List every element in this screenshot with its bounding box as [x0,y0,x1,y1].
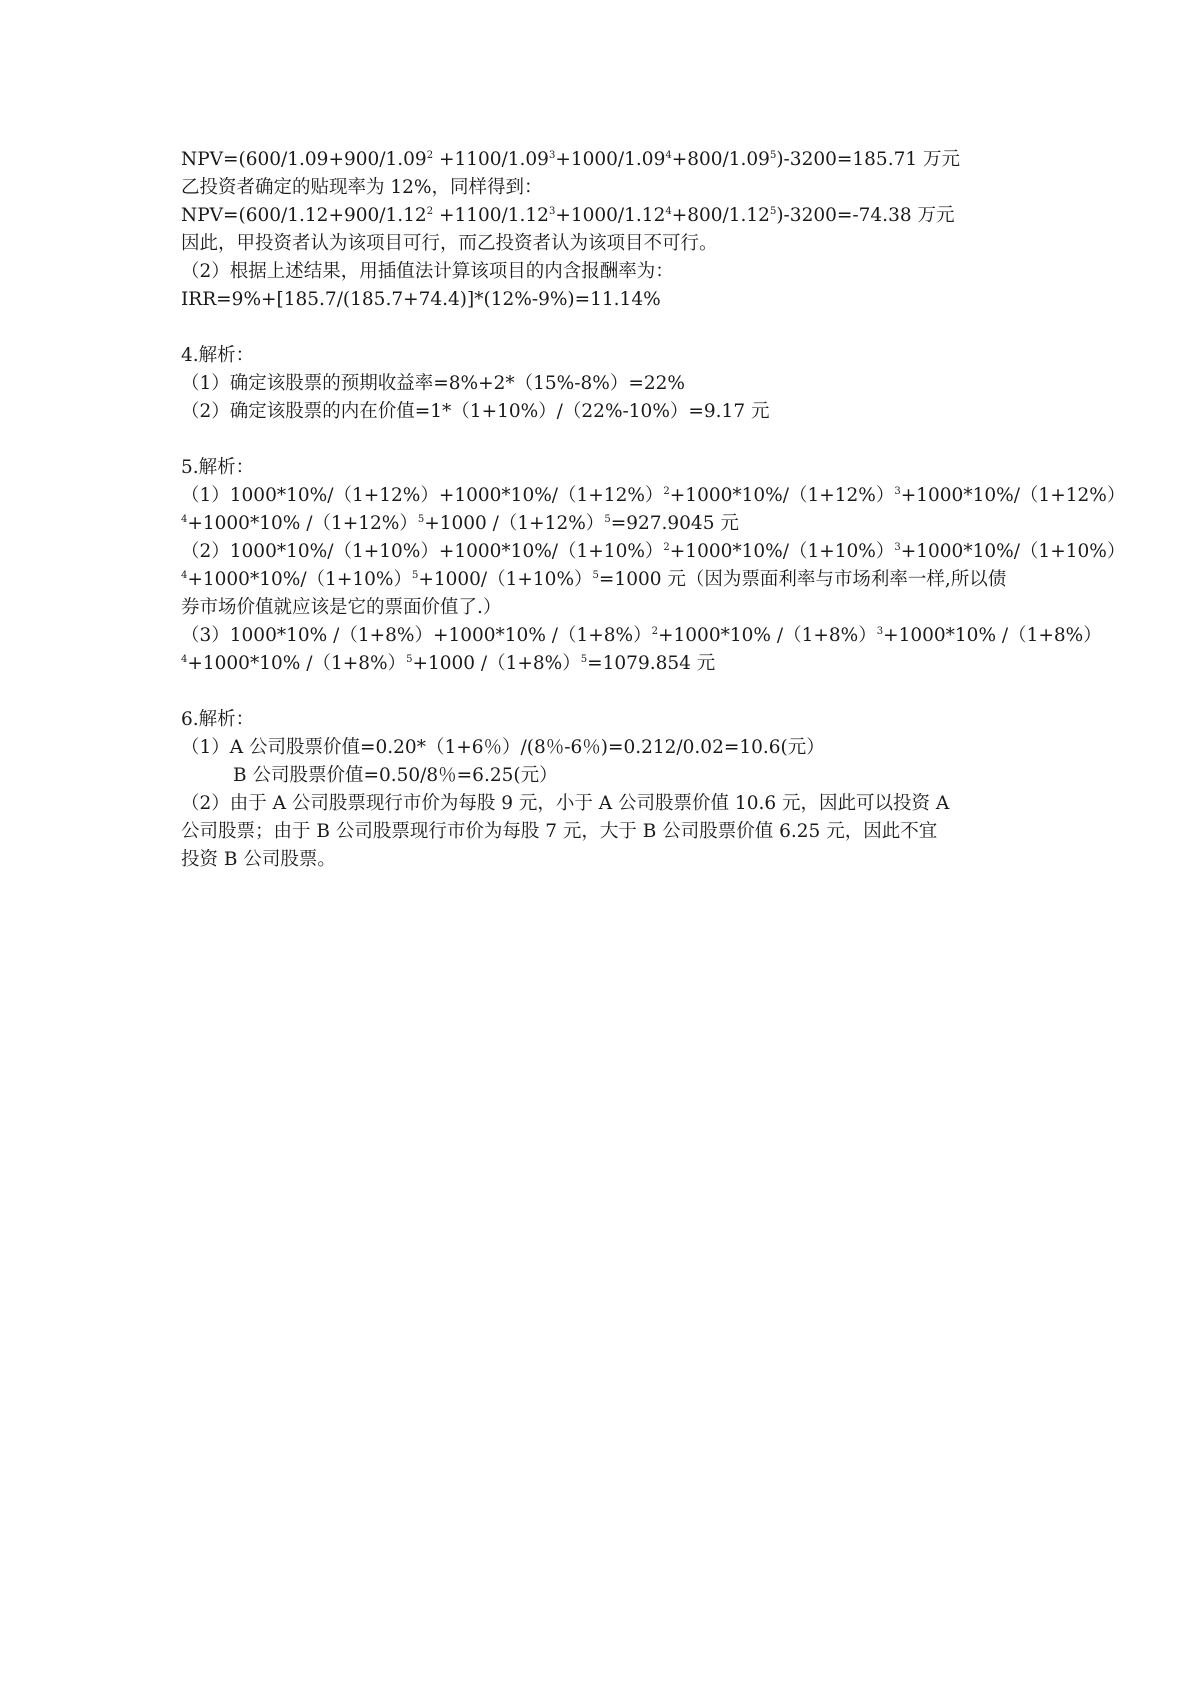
text-run: +800/1.12 [671,205,770,226]
document-content [181,146,1126,874]
document-page [181,146,1126,874]
text-run: NPV=(600/1.09+900/1.09 [181,149,427,170]
section-heading: 4.解析： [181,345,255,366]
exponent: 5 [604,514,611,525]
text-line [181,762,1011,790]
text-line [181,202,1011,230]
text-line [181,734,1011,762]
exponent: 4 [665,206,672,217]
text-run: =1000 元（因为票面利率与市场利率一样,所以债 [598,569,1007,590]
text-run: +1000/1.12 [555,205,666,226]
text-run: （1）A 公司股票价值=0.20*（1+6％）/(8％-6％)=0.212/0.02=10.6(元） [181,737,825,758]
exponent: 5 [769,150,777,161]
exponent: 5 [592,570,599,581]
exponent: 2 [651,626,659,637]
text-run: +1000*10%/（1+10%） [669,541,895,562]
exponent: 5 [769,206,777,217]
exponent: 5 [417,514,425,525]
exponent: 5 [411,570,419,581]
text-run: +1000/1.09 [555,149,666,170]
text-run: B 公司股票价值=0.50/8％=6.25(元） [233,765,558,786]
text-line [181,398,1011,426]
text-run: +1000*10%/（1+10%） [187,569,412,590]
exponent: 3 [894,486,901,497]
exponent: 3 [876,626,884,637]
text-line [181,482,1126,510]
text-run: 券市场价值就应该是它的票面价值了.） [181,597,502,618]
text-run: +1000*10%/（1+12%） [669,485,895,506]
solution-section [181,454,1126,678]
section-heading: 5.解析： [181,457,255,478]
text-line [181,790,1011,818]
text-line [181,538,1126,566]
exponent: 2 [663,486,670,497]
text-line [181,846,1011,874]
text-run: IRR=9%+[185.7/(185.7+74.4)]*(12%-9%)=11.14% [181,289,661,310]
text-run: （2）确定该股票的内在价值=1*（1+10%）/（22%-10%）=9.17 元 [181,401,770,422]
text-line [181,230,1011,258]
text-run: （1）确定该股票的预期收益率=8%+2*（15%-8%）=22% [181,373,685,394]
text-run: =927.9045 元 [610,513,739,534]
text-run: （2）根据上述结果，用插值法计算该项目的内含报酬率为： [181,261,674,282]
exponent: 4 [181,654,188,665]
section-spacer [181,678,1011,706]
text-run: （1）1000*10%/（1+12%）+1000*10%/（1+12%） [181,485,664,506]
text-run: )-3200=185.71 万元 [776,149,961,170]
text-run: +1000 /（1+12%） [424,513,605,534]
exponent: 4 [181,570,188,581]
text-line [181,818,1011,846]
text-line [181,286,1011,314]
text-run: 投资 B 公司股票。 [181,849,336,870]
text-line [181,510,1011,538]
text-run: +1000*10% /（1+8%） [658,625,877,646]
section-spacer [181,314,1011,342]
text-run: +1000*10% /（1+12%） [187,513,418,534]
text-run: +800/1.09 [671,149,770,170]
text-run: （2）1000*10%/（1+10%）+1000*10%/（1+10%） [181,541,664,562]
text-run: NPV=(600/1.12+900/1.12 [181,205,427,226]
text-line [181,622,1102,650]
text-run: +1100/1.12 [433,205,549,226]
exponent: 2 [426,206,434,217]
text-run: （3）1000*10% /（1+8%）+1000*10% /（1+8%） [181,625,652,646]
text-line [181,370,1011,398]
text-line [181,566,1011,594]
text-run: +1000/（1+10%） [418,569,593,590]
text-run: +1000*10%/（1+10%） [900,541,1126,562]
exponent: 3 [548,206,556,217]
exponent: 2 [663,542,670,553]
exponent: 4 [665,150,672,161]
text-run: =1079.854 元 [587,653,716,674]
text-run: 乙投资者确定的贴现率为 12%，同样得到： [181,177,543,198]
exponent: 3 [548,150,556,161]
solution-section [181,146,1011,314]
text-line [181,174,1011,202]
text-run: +1000*10% /（1+8%） [187,653,407,674]
exponent: 5 [580,654,588,665]
solution-section [181,706,1011,874]
text-run: +1000*10%/（1+12%） [900,485,1126,506]
text-run: 因此，甲投资者认为该项目可行，而乙投资者认为该项目不可行。 [181,233,718,254]
text-line [181,650,1011,678]
exponent: 5 [406,654,413,665]
text-line [181,258,1011,286]
text-run: )-3200=-74.38 万元 [776,205,955,226]
text-run: +1000*10% /（1+8%） [883,625,1102,646]
exponent: 4 [181,514,188,525]
text-run: （2）由于 A 公司股票现行市价为每股 9 元，小于 A 公司股票价值 10.6 元，因此可以投资 A [181,793,950,814]
text-line [181,146,1011,174]
text-run: +1100/1.09 [433,149,549,170]
text-run: +1000 /（1+8%） [412,653,581,674]
section-heading: 6.解析： [181,709,255,730]
solution-section [181,342,1011,426]
exponent: 3 [894,542,901,553]
text-line [181,594,1011,622]
section-spacer [181,426,1011,454]
exponent: 2 [426,150,434,161]
text-run: 公司股票；由于 B 公司股票现行市价为每股 7 元，大于 B 公司股票价值 6.25 元，因此不宜 [181,821,938,842]
